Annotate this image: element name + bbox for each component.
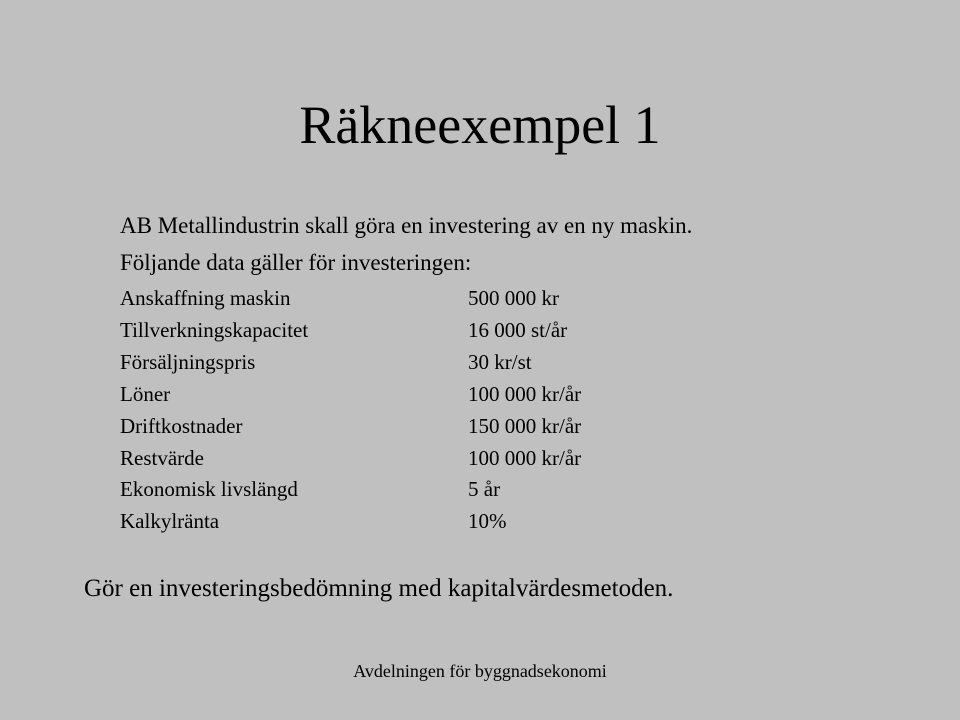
data-value: 30 kr/st bbox=[468, 350, 532, 375]
data-value: 5 år bbox=[468, 477, 501, 502]
data-row bbox=[120, 442, 768, 474]
data-row bbox=[120, 474, 768, 506]
data-label: Ekonomisk livslängd bbox=[120, 477, 298, 502]
intro-line-2: Följande data gäller för investeringen: bbox=[120, 250, 472, 275]
data-row bbox=[120, 283, 768, 315]
data-row bbox=[120, 506, 768, 538]
data-value: 10% bbox=[468, 509, 507, 534]
data-row bbox=[120, 379, 768, 411]
data-value: 100 000 kr/år bbox=[468, 445, 582, 470]
data-value: 16 000 st/år bbox=[468, 318, 568, 343]
data-value: 500 000 kr bbox=[468, 286, 559, 311]
data-label: Försäljningspris bbox=[120, 350, 256, 375]
intro-line-1: AB Metallindustrin skall göra en investering av en ny maskin. bbox=[120, 213, 693, 238]
data-value: 150 000 kr/år bbox=[468, 413, 582, 438]
data-label: Löner bbox=[120, 381, 171, 406]
data-row bbox=[120, 315, 768, 347]
task-instruction: Gör en investeringsbedömning med kapitalvärdesmetoden. bbox=[84, 575, 674, 602]
data-value: 100 000 kr/år bbox=[468, 381, 582, 406]
data-label: Kalkylränta bbox=[120, 509, 220, 534]
data-label: Tillverkningskapacitet bbox=[120, 318, 309, 343]
data-row bbox=[120, 410, 768, 442]
investment-data-table bbox=[120, 283, 768, 538]
data-row bbox=[120, 347, 768, 379]
data-label: Anskaffning maskin bbox=[120, 286, 291, 311]
data-label: Driftkostnader bbox=[120, 413, 243, 438]
data-label: Restvärde bbox=[120, 445, 204, 470]
slide-title: Räkneexempel 1 bbox=[299, 95, 661, 155]
footer: Avdelningen för byggnadsekonomi bbox=[353, 661, 607, 681]
